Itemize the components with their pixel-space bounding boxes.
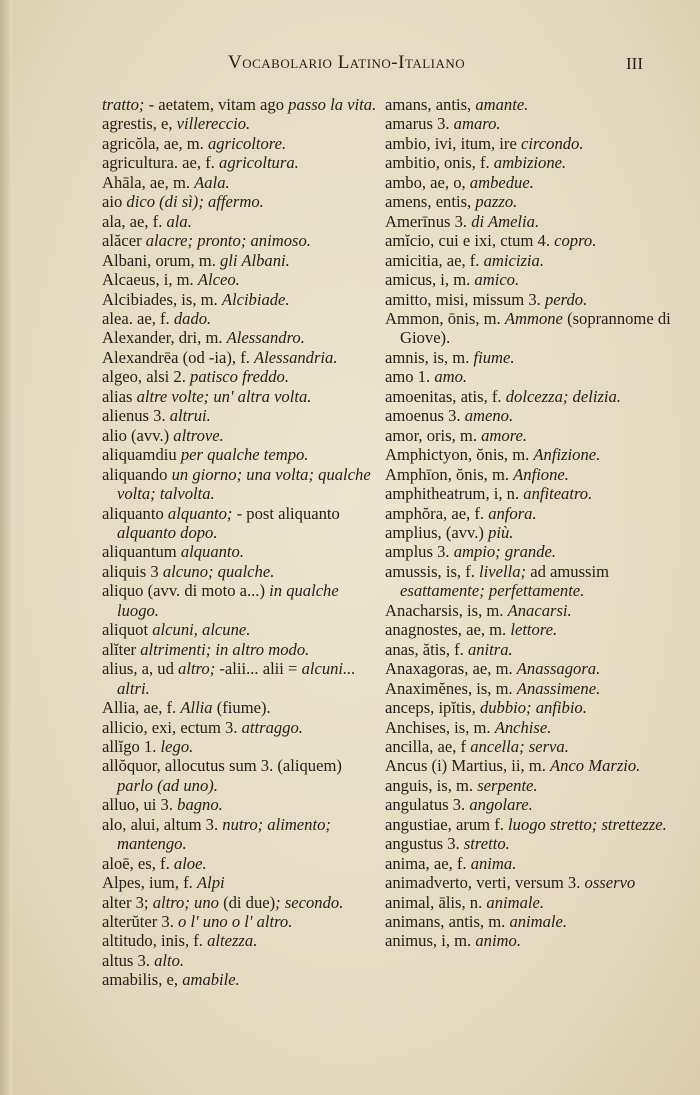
entry-headword: alo, alui, altum 3. <box>102 814 223 834</box>
entry-gloss: anitra. <box>467 639 513 659</box>
dictionary-entry <box>385 212 685 231</box>
entry-gloss: dolcezza; delizia. <box>505 386 621 406</box>
entry-gloss: Anchise. <box>494 717 552 737</box>
entry-headword: amplus 3. <box>385 542 454 562</box>
entry-note: (soprannome di Giove). <box>400 308 671 348</box>
entry-gloss: Anassimene. <box>516 678 601 698</box>
dictionary-entry <box>385 620 685 639</box>
dictionary-entry <box>385 659 685 678</box>
entry-gloss: amabile. <box>182 970 240 990</box>
entry-headword: animans, antis, m. <box>385 912 510 932</box>
dictionary-entry <box>385 445 685 464</box>
dictionary-entry <box>385 426 685 445</box>
entry-gloss: pazzo. <box>475 192 518 212</box>
dictionary-entry <box>385 134 685 153</box>
entry-gloss: dico (di sì); affermo. <box>126 192 264 212</box>
entry-headword: amor, oris, m. <box>385 425 482 445</box>
entry-gloss: Aala. <box>194 172 230 192</box>
entry-headword: aliquamdiu <box>102 445 181 465</box>
entry-gloss: Anfione. <box>513 464 569 484</box>
entry-headword: Ahāla, ae, m. <box>102 172 195 192</box>
entry-gloss: patisco freddo. <box>190 367 289 387</box>
entry-gloss: dubbio; anfibio. <box>479 698 587 718</box>
page-number: III <box>626 54 643 73</box>
entry-gloss: Ammone <box>504 308 568 328</box>
entry-gloss: più. <box>488 522 514 542</box>
entry-gloss: animale. <box>509 912 568 932</box>
dictionary-entry <box>102 192 380 211</box>
entry-headword: animadverto, verti, versum 3. <box>385 873 585 893</box>
dictionary-entry <box>102 367 380 386</box>
dictionary-entry <box>385 679 685 698</box>
entry-headword: angulatus 3. <box>385 795 470 815</box>
dictionary-entry <box>385 309 685 348</box>
dictionary-entry <box>102 406 380 425</box>
entry-headword: alter 3; <box>102 892 153 912</box>
entry-gloss: di Amelia. <box>471 211 540 231</box>
entry-headword: anima, ae, f. <box>385 853 471 873</box>
entry-headword: allŏquor, allocutus sum 3. (aliquem) <box>102 756 342 776</box>
dictionary-entry <box>385 873 685 892</box>
dictionary-entry <box>385 854 685 873</box>
entry-headword: amphŏra, ae, f. <box>385 503 489 523</box>
entry-gloss: bagno. <box>177 795 223 815</box>
entry-headword: Alcaeus, i, m. <box>102 270 198 290</box>
entry-headword: alterŭter 3. <box>102 912 179 932</box>
entry-headword: aliquis 3 <box>102 561 163 581</box>
entry-headword: anguis, is, m. <box>385 775 478 795</box>
entry-gloss: gli Albani. <box>220 250 290 270</box>
dictionary-entry <box>102 465 380 504</box>
entry-headword: Anaxagoras, ae, m. <box>385 659 517 679</box>
dictionary-entry <box>385 348 685 367</box>
entry-note: (fiume). <box>216 698 271 718</box>
entry-note: -alii... alii = <box>219 659 302 679</box>
entry-headword: Amphīon, ŏnis, m. <box>385 464 514 484</box>
entry-headword: amitto, misi, missum 3. <box>385 289 545 309</box>
dictionary-entry <box>385 484 685 503</box>
dictionary-entry <box>385 795 685 814</box>
dictionary-entry <box>385 931 685 950</box>
entry-gloss: copro. <box>554 231 597 251</box>
entry-gloss: Anco Marzio. <box>550 756 641 776</box>
dictionary-entry <box>102 270 380 289</box>
entry-headword: Alcibiades, is, m. <box>102 289 222 309</box>
dictionary-entry <box>385 562 685 601</box>
entry-headword: alienus 3. <box>102 406 170 426</box>
entry-headword: agrestis, e, <box>102 114 177 134</box>
dictionary-entry <box>385 737 685 756</box>
dictionary-entry <box>102 854 380 873</box>
entry-gloss: anfora. <box>488 503 537 523</box>
entry-headword: alluo, ui 3. <box>102 795 178 815</box>
entry-headword: amicitia, ae, f. <box>385 250 484 270</box>
dictionary-entry <box>102 309 380 328</box>
entry-gloss: villereccio. <box>176 114 251 134</box>
entry-gloss: Anacarsi. <box>507 600 572 620</box>
entry-headword: Albani, orum, m. <box>102 250 220 270</box>
dictionary-entry <box>102 970 380 989</box>
entry-headword: ancilla, ae, f <box>385 736 471 756</box>
entry-gloss: ambedue. <box>469 172 534 192</box>
dictionary-entry <box>102 328 380 347</box>
entry-headword: allĭgo 1. <box>102 736 161 756</box>
entry-gloss: alto. <box>154 950 185 970</box>
entry-gloss: stretto. <box>463 834 510 854</box>
entry-gloss: altezza. <box>207 931 258 951</box>
dictionary-entry <box>102 659 380 698</box>
entry-headword: altus 3. <box>102 950 155 970</box>
dictionary-entry <box>385 776 685 795</box>
entry-headword: amens, entis, <box>385 192 476 212</box>
entry-gloss: agricoltore. <box>207 133 287 153</box>
entry-headword: agricŏla, ae, m. <box>102 133 208 153</box>
entry-gloss: animo. <box>475 931 521 951</box>
entry-headword: alias <box>102 386 137 406</box>
dictionary-entry <box>385 893 685 912</box>
entry-headword: alio (avv.) <box>102 425 174 445</box>
entry-headword: amĭcio, cui e ixi, ctum 4. <box>385 231 555 251</box>
entry-gloss: Allia <box>180 698 217 718</box>
entry-gloss: circondo. <box>520 133 584 153</box>
entry-gloss: alcuni, alcune. <box>152 620 251 640</box>
entry-gloss: ancella; serva. <box>470 736 569 756</box>
dictionary-entry <box>102 620 380 639</box>
entry-headword: alĭter <box>102 639 141 659</box>
dictionary-entry <box>102 912 380 931</box>
dictionary-entry <box>385 153 685 172</box>
dictionary-entry <box>102 387 380 406</box>
entry-gloss: amaro. <box>453 114 501 134</box>
dictionary-entry <box>102 795 380 814</box>
entry-headword: anas, ătis, f. <box>385 639 468 659</box>
entry-gloss: Alessandria. <box>254 347 338 367</box>
dictionary-entry <box>102 951 380 970</box>
dictionary-entry <box>385 718 685 737</box>
entry-headword: Alexandrēa (od -ia), f. <box>102 347 255 367</box>
left-column <box>102 95 380 990</box>
entry-headword: Amerīnus 3. <box>385 211 472 231</box>
dictionary-entry <box>385 640 685 659</box>
entry-headword: alea. ae, f. <box>102 308 174 328</box>
entry-headword: amicus, i, m. <box>385 270 475 290</box>
dictionary-entry <box>102 114 380 133</box>
entry-gloss: animale. <box>486 892 544 912</box>
entry-headword: angustiae, arum f. <box>385 814 509 834</box>
entry-headword: anceps, ipĭtis, <box>385 698 480 718</box>
dictionary-entry <box>102 737 380 756</box>
entry-gloss: amo. <box>434 367 468 387</box>
entry-gloss: tratto; <box>102 95 149 114</box>
dictionary-entry <box>102 348 380 367</box>
entry-gloss-extra: passo la vita. <box>288 95 377 114</box>
entry-headword: alăcer <box>102 231 146 251</box>
entry-gloss: amore. <box>481 425 528 445</box>
entry-gloss: Anassagora. <box>516 659 601 679</box>
entry-headword: allicio, exi, ectum 3. <box>102 717 242 737</box>
entry-headword: alius, a, ud <box>102 659 179 679</box>
dictionary-entry <box>102 756 380 795</box>
entry-gloss: altro; uno <box>152 892 224 912</box>
dictionary-entry <box>102 640 380 659</box>
entry-headword: aliquo (avv. di moto a...) <box>102 581 270 601</box>
entry-headword: Amphictyon, ŏnis, m. <box>385 445 534 465</box>
dictionary-entry <box>385 523 685 542</box>
entry-gloss: amicizia. <box>483 250 544 270</box>
entry-headword: Allia, ae, f. <box>102 698 181 718</box>
entry-headword: amplius, (avv.) <box>385 522 489 542</box>
entry-gloss: ampio; grande. <box>453 542 557 562</box>
right-column <box>385 95 685 951</box>
entry-gloss: lettore. <box>510 620 558 640</box>
entry-gloss: Anfizione. <box>533 445 601 465</box>
entry-headword: amo 1. <box>385 367 435 387</box>
dictionary-entry <box>385 290 685 309</box>
dictionary-entry <box>102 815 380 854</box>
entry-headword: amabilis, e, <box>102 970 183 990</box>
dictionary-entry <box>385 231 685 250</box>
dictionary-entry <box>385 406 685 425</box>
entry-gloss: un giorno; una volta; qualche volta; talvolta. <box>117 464 371 504</box>
entry-headword: altitudo, inis, f. <box>102 931 208 951</box>
dictionary-entry <box>385 114 685 133</box>
entry-headword: ambo, ae, o, <box>385 172 470 192</box>
entry-headword: ala, ae, f. <box>102 211 167 231</box>
entry-gloss: livella; <box>479 561 531 581</box>
entry-headword: ambio, ivi, itum, ire <box>385 133 521 153</box>
entry-gloss: nutro; alimento; mantengo. <box>117 814 331 854</box>
dictionary-entry <box>102 581 380 620</box>
dictionary-entry <box>385 95 685 114</box>
entry-gloss: in qualche luogo. <box>117 581 339 620</box>
entry-headword: aloē, es, f. <box>102 853 174 873</box>
entry-headword: Alpes, ium, f. <box>102 873 197 893</box>
dictionary-entry <box>102 231 380 250</box>
dictionary-entry <box>385 387 685 406</box>
entry-gloss: aloe. <box>173 853 207 873</box>
dictionary-entry <box>102 251 380 270</box>
dictionary-entry <box>385 173 685 192</box>
dictionary-entry <box>385 815 685 834</box>
dictionary-entry <box>385 270 685 289</box>
entry-headword: amussis, is, f. <box>385 561 480 581</box>
entry-gloss: perdo. <box>544 289 588 309</box>
entry-headword: Ancus (i) Martius, ii, m. <box>385 756 550 776</box>
entry-gloss: ala. <box>166 211 192 231</box>
dictionary-entry <box>385 834 685 853</box>
entry-headword: algeo, alsi 2. <box>102 367 191 387</box>
dictionary-entry <box>385 367 685 386</box>
dictionary-entry <box>385 465 685 484</box>
entry-headword: agricultura. ae, f. <box>102 153 220 173</box>
entry-headword: animus, i, m. <box>385 931 476 951</box>
entry-gloss: dado. <box>173 308 212 328</box>
entry-gloss: altro; <box>178 659 220 679</box>
entry-headword: Anchises, is, m. <box>385 717 495 737</box>
entry-gloss: serpente. <box>477 775 538 795</box>
entry-gloss: alquanto; <box>167 503 237 523</box>
entry-note: ad amussim <box>530 561 610 581</box>
dictionary-entry <box>102 542 380 561</box>
entry-gloss: Alcibiade. <box>221 289 290 309</box>
entry-headword: Anaximĕnes, is, m. <box>385 678 517 698</box>
entry-headword: amarus 3. <box>385 114 454 134</box>
entry-headword: aliquantum <box>102 542 181 562</box>
entry-headword: amoenus 3. <box>385 406 465 426</box>
page-spine-shadow <box>0 0 12 1095</box>
entry-headword: animal, ālis, n. <box>385 892 487 912</box>
dictionary-entry <box>385 601 685 620</box>
dictionary-entry <box>102 134 380 153</box>
dictionary-entry <box>102 562 380 581</box>
entry-headword: angustus 3. <box>385 834 464 854</box>
dictionary-entry <box>102 95 380 114</box>
dictionary-entry <box>102 290 380 309</box>
entry-note: - post aliquanto <box>236 503 340 523</box>
entry-headword: aio <box>102 192 127 212</box>
entry-gloss: lego. <box>160 736 194 756</box>
entry-headword: Ammon, ōnis, m. <box>385 308 505 328</box>
entry-gloss-extra: esattamente; perfettamente. <box>400 581 585 601</box>
entry-gloss: anfiteatro. <box>523 484 593 504</box>
entry-gloss: luogo stretto; strettezze. <box>508 814 667 834</box>
entry-gloss-extra: alquanto dopo. <box>117 522 218 542</box>
entry-gloss: alacre; pronto; animoso. <box>145 231 311 251</box>
entry-gloss: ambizione. <box>493 153 567 173</box>
entry-gloss: amante. <box>475 95 529 114</box>
entry-headword: amnis, is, m. <box>385 347 474 367</box>
entry-gloss: altre volte; un' altra volta. <box>136 386 312 406</box>
entry-note: (di due) <box>223 892 276 912</box>
entry-gloss: attraggo. <box>241 717 303 737</box>
entry-gloss-extra: ; secondo. <box>275 892 344 912</box>
dictionary-entry <box>385 912 685 931</box>
entry-headword: amoenitas, atis, f. <box>385 386 506 406</box>
dictionary-entry <box>102 718 380 737</box>
dictionary-entry <box>385 698 685 717</box>
entry-gloss: per qualche tempo. <box>180 445 309 465</box>
dictionary-entry <box>102 698 380 717</box>
dictionary-entry <box>385 251 685 270</box>
entry-headword: ambitio, onis, f. <box>385 153 494 173</box>
dictionary-entry <box>102 931 380 950</box>
dictionary-entry <box>102 426 380 445</box>
entry-gloss: agricoltura. <box>219 153 299 173</box>
entry-gloss: amico. <box>474 270 520 290</box>
dictionary-entry <box>102 212 380 231</box>
dictionary-entry <box>102 153 380 172</box>
entry-headword: anagnostes, ae, m. <box>385 620 511 640</box>
entry-gloss: Alceo. <box>197 270 240 290</box>
entry-headword: amphitheatrum, i, n. <box>385 484 524 504</box>
entry-note: - aetatem, vitam ago <box>148 95 289 114</box>
entry-gloss: ameno. <box>464 406 514 426</box>
dictionary-entry <box>385 542 685 561</box>
dictionary-entry <box>102 893 380 912</box>
dictionary-entry <box>385 192 685 211</box>
page-header <box>0 52 700 78</box>
entry-headword: aliquot <box>102 620 153 640</box>
dictionary-entry <box>102 445 380 464</box>
entry-headword: aliquanto <box>102 503 168 523</box>
entry-gloss: osservo <box>584 873 636 893</box>
dictionary-entry <box>102 173 380 192</box>
entry-gloss: altrimenti; in altro modo. <box>140 639 310 659</box>
entry-headword: amans, antis, <box>385 95 476 114</box>
entry-gloss: Alpi <box>196 873 225 893</box>
entry-gloss-extra: alcuni... altri. <box>117 659 356 698</box>
dictionary-entry <box>102 504 380 543</box>
entry-gloss: alcuno; qualche. <box>162 561 275 581</box>
entry-headword: Anacharsis, is, m. <box>385 600 508 620</box>
entry-gloss: alquanto. <box>180 542 244 562</box>
entry-gloss: altrove. <box>173 425 224 445</box>
entry-headword: Alexander, dri, m. <box>102 328 227 348</box>
entry-gloss: altrui. <box>169 406 211 426</box>
entry-gloss: anima. <box>470 853 517 873</box>
dictionary-entry <box>385 756 685 775</box>
entry-gloss: parlo (ad uno). <box>117 775 218 795</box>
entry-gloss: o l' uno o l' altro. <box>178 912 293 932</box>
entry-gloss: fiume. <box>473 347 515 367</box>
dictionary-entry <box>385 504 685 523</box>
entry-gloss: angolare. <box>469 795 533 815</box>
entry-headword: aliquando <box>102 464 172 484</box>
entry-gloss: Alessandro. <box>226 328 305 348</box>
dictionary-entry <box>102 873 380 892</box>
running-title: Vocabolario Latino-Italiano <box>228 52 466 73</box>
